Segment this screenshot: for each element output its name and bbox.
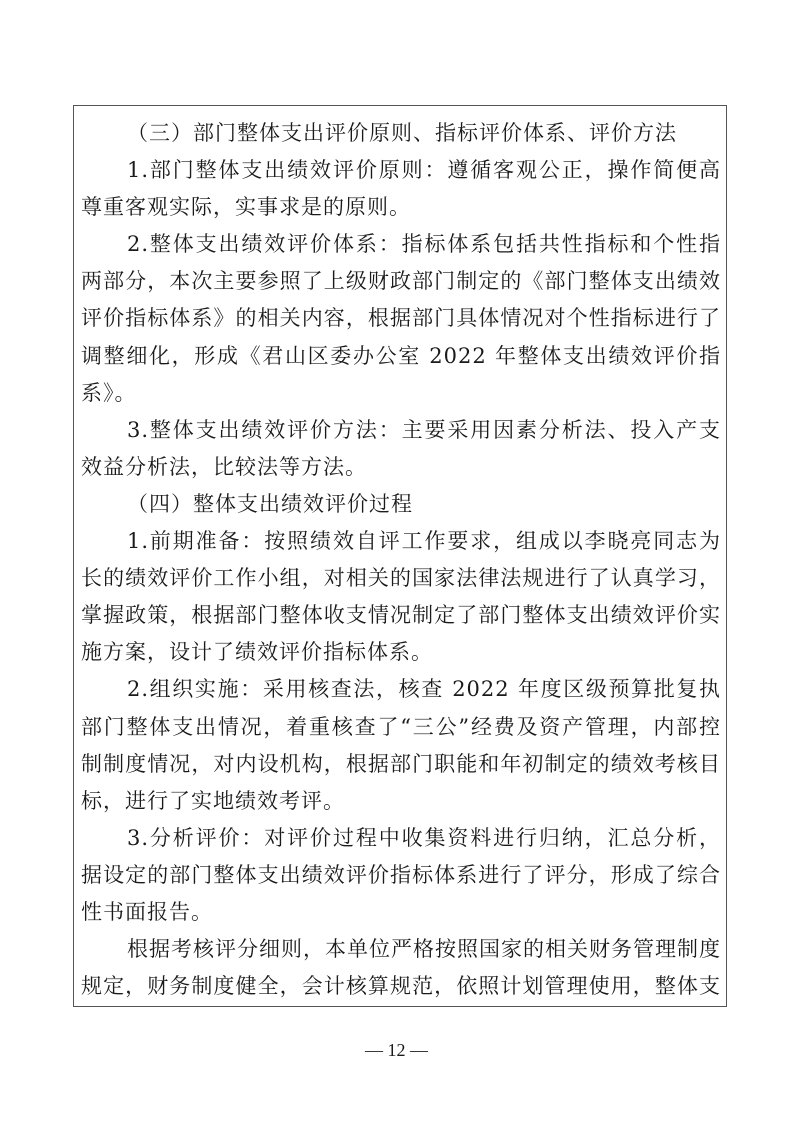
text-line: 施方案，设计了绩效评价指标体系。 bbox=[81, 640, 433, 665]
text-line: 根据考核评分细则，本单位严格按照国家的相关财务管理制度 bbox=[127, 937, 721, 962]
text-line: 1.前期准备：按照绩效自评工作要求，组成以李晓亮同志为 bbox=[127, 529, 721, 554]
text-line: （三）部门整体支出评价原则、指标评价体系、评价方法 bbox=[127, 121, 677, 145]
text-line: 3.整体支出绩效评价方法：主要采用因素分析法、投入产支 bbox=[127, 417, 721, 442]
text-line: （四）整体支出绩效评价过程 bbox=[127, 491, 413, 516]
page-number: — 12 — bbox=[365, 1040, 428, 1060]
text-line: 调整细化，形成《君山区委办公室 2022 年整体支出绩效评价指 bbox=[81, 343, 721, 368]
content-frame bbox=[73, 105, 727, 1007]
text-line: 两部分，本次主要参照了上级财政部门制定的《部门整体支出绩效 bbox=[81, 269, 721, 294]
text-line: 系》。 bbox=[81, 380, 137, 405]
text-line: 尊重客观实际，实事求是的原则。 bbox=[81, 195, 411, 220]
body-text bbox=[81, 115, 721, 1005]
text-line: 标，进行了实地绩效考评。 bbox=[81, 788, 345, 813]
text-line: 掌握政策，根据部门整体收支情况制定了部门整体支出绩效评价实 bbox=[81, 603, 721, 628]
text-line: 长的绩效评价工作小组，对相关的国家法律法规进行了认真学习， bbox=[81, 566, 721, 591]
text-line: 评价指标体系》的相关内容，根据部门具体情况对个性指标进行了 bbox=[81, 306, 721, 331]
text-line: 部门整体支出情况，着重核查了“三公”经费及资产管理，内部控 bbox=[81, 714, 721, 739]
text-line: 2.组织实施：采用核查法，核查 2022 年度区级预算批复执 bbox=[127, 677, 721, 702]
text-line: 2.整体支出绩效评价体系：指标体系包括共性指标和个性指 bbox=[127, 232, 721, 257]
text-line: 3.分析评价：对评价过程中收集资料进行归纳，汇总分析， bbox=[127, 825, 721, 850]
text-line: 性书面报告。 bbox=[81, 899, 213, 924]
text-line: 效益分析法，比较法等方法。 bbox=[81, 454, 367, 479]
text-line: 制制度情况，对内设机构，根据部门职能和年初制定的绩效考核目 bbox=[81, 751, 721, 776]
text-line: 据设定的部门整体支出绩效评价指标体系进行了评分，形成了综合 bbox=[81, 862, 721, 887]
text-line: 规定，财务制度健全，会计核算规范，依照计划管理使用，整体支 bbox=[81, 974, 721, 999]
text-line: 1.部门整体支出绩效评价原则：遵循客观公正，操作简便高 bbox=[127, 158, 721, 183]
